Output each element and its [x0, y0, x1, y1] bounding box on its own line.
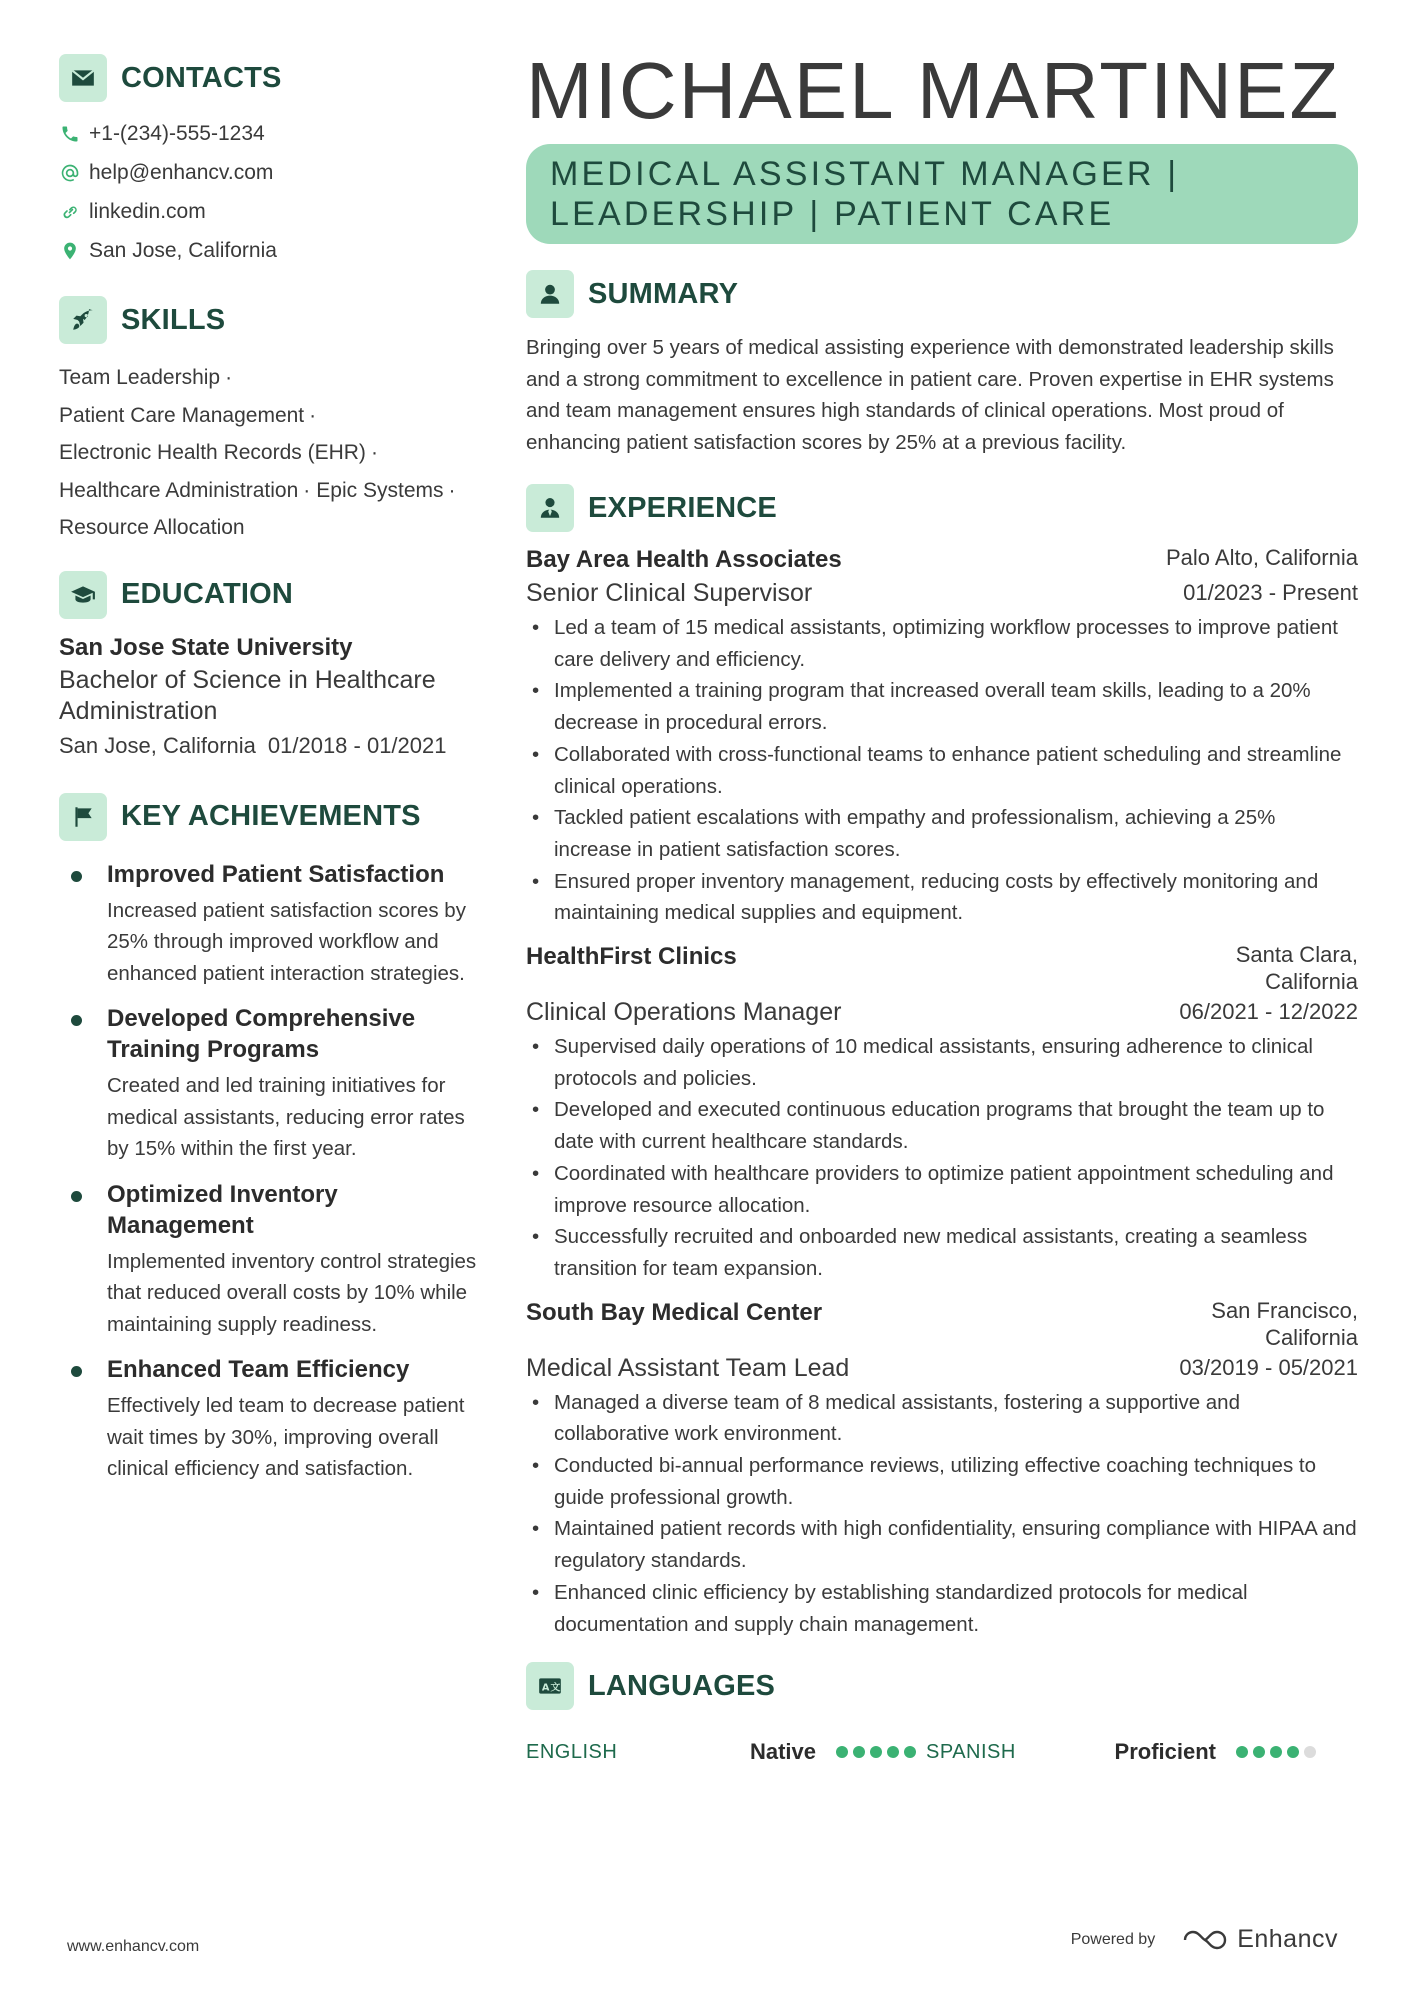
job-role-row [526, 576, 1358, 610]
achievement-item [59, 859, 479, 990]
contacts-title: CONTACTS [121, 61, 282, 94]
job-bullet: • Managed a diverse team of 8 medical assistants, fostering a supportive and collaborative work environment. [526, 1387, 1358, 1450]
skills-list [59, 359, 479, 547]
job-entry [526, 544, 1358, 929]
job-bullet: • Supervised daily operations of 10 medical assistants, ensuring adherence to clinical protocols and policies. [526, 1031, 1358, 1094]
business-person-icon [526, 484, 574, 532]
achievements-title: KEY ACHIEVEMENTS [121, 800, 421, 832]
skill-item: Patient Care Management [59, 403, 305, 427]
job-dates: 01/2023 - Present [1183, 580, 1358, 605]
rating-dot-filled [1253, 1746, 1265, 1758]
achievement-title: Developed Comprehensive Training Programs [107, 1005, 416, 1063]
contacts-header [59, 54, 479, 102]
job-bullet: • Successfully recruited and onboarded new medical assistants, creating a seamless transition for team expansion. [526, 1221, 1358, 1284]
skill-line [59, 359, 479, 397]
powered-by-text: Powered by [1070, 1930, 1156, 1948]
job-bullets [526, 1031, 1358, 1285]
education-dates: 01/2018 - 01/2021 [267, 732, 447, 758]
skill-line [59, 509, 479, 547]
job-title-line: MEDICAL ASSISTANT MANAGER | [550, 155, 1180, 193]
bullet-icon [71, 1366, 82, 1377]
rating-dot-filled [1236, 1746, 1248, 1758]
language-rating [1236, 1746, 1316, 1758]
skill-separator: · [370, 441, 378, 464]
envelope-icon [59, 54, 107, 102]
job-bullet: • Developed and executed continuous education programs that brought the team up to date with current healthcare standards. [526, 1094, 1358, 1157]
contact-linkedin [59, 192, 479, 231]
skill-separator: · [303, 478, 311, 502]
achievement-desc: Implemented inventory control strategies that reduced overall costs by 10% while maintaining supply readiness. [107, 1249, 477, 1336]
language-level: Proficient [1114, 1739, 1216, 1765]
left-column [59, 54, 479, 1499]
languages-header [526, 1662, 1358, 1710]
bullet-icon [71, 871, 82, 882]
language-rating [836, 1746, 916, 1758]
job-location-line: California [1265, 969, 1358, 995]
phone-text[interactable]: +1-(234)-555-1234 [89, 121, 265, 145]
job-bullet: • Tackled patient escalations with empathy and professionalism, achieving a 25% increase in patient satisfaction scores. [526, 802, 1358, 865]
right-column [526, 46, 1358, 1772]
phone-icon [59, 123, 81, 145]
brand-name: Enhancv [1237, 1925, 1338, 1953]
rating-dot-filled [887, 1746, 899, 1758]
job-location-line: Palo Alto, California [1166, 545, 1358, 570]
rating-dot-filled [904, 1746, 916, 1758]
skill-line [59, 472, 479, 510]
footer-branding [1071, 1925, 1338, 1954]
skill-line [59, 434, 479, 472]
achievement-item [59, 1003, 479, 1165]
language-name: SPANISH [926, 1740, 1016, 1763]
bullet-icon [71, 1191, 82, 1202]
translate-icon [526, 1662, 574, 1710]
contact-location [59, 231, 479, 270]
achievement-desc: Effectively led team to decrease patient wait times by 30%, improving overall clinical efficiency and satisfaction. [107, 1394, 465, 1480]
skill-item: Healthcare Administration [59, 478, 299, 502]
language-name: ENGLISH [526, 1740, 618, 1763]
at-icon [59, 162, 81, 184]
job-location [1236, 941, 1358, 995]
svg-text:A: A [541, 1682, 550, 1694]
rating-dot-filled [836, 1746, 848, 1758]
experience-title: EXPERIENCE [588, 491, 777, 524]
education-degree: Bachelor of Science in Healthcare Administration [59, 665, 436, 725]
skill-line [59, 397, 479, 435]
language-item [926, 1739, 1358, 1765]
candidate-name: MICHAEL MARTINEZ [526, 46, 1341, 135]
job-company-row [526, 941, 1358, 995]
flag-icon [59, 793, 107, 841]
rating-dot-filled [853, 1746, 865, 1758]
languages-list [526, 1732, 1358, 1772]
job-location-line: Santa Clara, [1235, 942, 1358, 968]
skill-separator: · [225, 366, 233, 389]
linkedin-text[interactable]: linkedin.com [89, 199, 206, 223]
skill-item: Team Leadership [59, 366, 221, 389]
education-meta [59, 729, 479, 763]
achievement-title: Improved Patient Satisfaction [107, 860, 445, 888]
skill-item: Epic Systems [316, 478, 444, 502]
rating-dot-filled [1270, 1746, 1282, 1758]
job-role: Medical Assistant Team Lead [526, 1353, 850, 1382]
achievement-title: Enhanced Team Efficiency [107, 1356, 410, 1383]
job-title-banner [526, 144, 1358, 244]
bullet-icon [71, 1015, 82, 1026]
summary-text: Bringing over 5 years of medical assisting experience with demonstrated leadership skills and a strong commitment to excellence in patient care. Proven expertise in EHR systems and team management ensures high standards of clinical operations. Most proud of enhancing patient satisfaction scores by 25% at a previous facility. [526, 336, 1334, 454]
job-role-row [526, 1351, 1358, 1385]
languages-title: LANGUAGES [588, 1669, 776, 1702]
graduation-cap-icon [59, 571, 107, 619]
job-company: HealthFirst Clinics [526, 943, 737, 971]
job-role: Senior Clinical Supervisor [526, 579, 813, 607]
location-text: San Jose, California [89, 238, 277, 262]
language-level: Native [749, 1739, 816, 1765]
user-icon [526, 270, 574, 318]
footer-website[interactable]: www.enhancv.com [67, 1938, 200, 1955]
job-dates: 03/2019 - 05/2021 [1179, 1354, 1358, 1380]
contact-phone [59, 114, 479, 153]
job-company: Bay Area Health Associates [526, 546, 842, 573]
rocket-icon [59, 296, 107, 344]
job-location-line: San Francisco, [1211, 1297, 1358, 1323]
job-role-row [526, 995, 1358, 1029]
job-company-row [526, 1297, 1358, 1351]
job-bullet: • Conducted bi-annual performance reviews, utilizing effective coaching techniques to guide professional growth. [526, 1450, 1358, 1513]
language-item [526, 1739, 926, 1765]
job-location [1211, 1297, 1358, 1351]
rating-dot-filled [1287, 1746, 1299, 1758]
achievements-list [59, 859, 479, 1485]
achievement-item [59, 1179, 479, 1341]
education-title: EDUCATION [121, 578, 294, 610]
job-bullet: • Led a team of 15 medical assistants, optimizing workflow processes to improve patient care delivery and efficiency. [526, 612, 1358, 675]
job-bullets [526, 1387, 1358, 1641]
job-company: South Bay Medical Center [526, 1298, 823, 1326]
contacts-list [59, 114, 479, 270]
email-text[interactable]: help@enhancv.com [89, 160, 274, 184]
achievement-desc: Created and led training initiatives for medical assistants, reducing error rates by 15% within the first year. [107, 1074, 465, 1160]
link-icon [59, 201, 81, 223]
contact-email [59, 153, 479, 192]
job-company-row [526, 544, 1358, 576]
enhancv-logo[interactable] [1181, 1925, 1338, 1954]
skill-item: Electronic Health Records (EHR) [59, 441, 366, 464]
skills-title: SKILLS [121, 303, 226, 336]
rating-dot-filled [870, 1746, 882, 1758]
job-title-line: LEADERSHIP | PATIENT CARE [550, 195, 1115, 233]
job-bullet: • Collaborated with cross-functional teams to enhance patient scheduling and streamline clinical operations. [526, 739, 1358, 802]
achievement-title: Optimized Inventory Management [107, 1180, 338, 1239]
job-location-line: California [1265, 1324, 1358, 1350]
education-header [59, 571, 479, 619]
job-entry [526, 1297, 1358, 1641]
skill-separator: · [309, 403, 317, 427]
experience-header [526, 484, 1358, 532]
rating-dot-empty [1304, 1746, 1316, 1758]
achievement-desc: Increased patient satisfaction scores by 25% through improved workflow and enhanced patient interaction strategies. [107, 898, 466, 985]
achievement-item [59, 1354, 479, 1485]
education-entry [59, 631, 479, 763]
job-bullets [526, 612, 1358, 929]
map-pin-icon [59, 240, 81, 262]
job-location [1166, 544, 1358, 571]
svg-text:文: 文 [550, 1682, 561, 1694]
job-entry [526, 941, 1358, 1285]
education-location: San Jose, California [59, 732, 256, 758]
skill-separator: · [448, 478, 456, 502]
job-role: Clinical Operations Manager [526, 998, 842, 1027]
summary-title: SUMMARY [588, 277, 739, 310]
job-bullet: • Enhanced clinic efficiency by establishing standardized protocols for medical documentation and supply chain management. [526, 1577, 1358, 1640]
summary-header [526, 270, 1358, 318]
enhancv-logo-icon [1181, 1927, 1229, 1953]
job-bullet: • Implemented a training program that increased overall team skills, leading to a 20% decrease in procedural errors. [526, 675, 1358, 738]
job-bullet: • Ensured proper inventory management, reducing costs by effectively monitoring and maintaining medical supplies and equipment. [526, 866, 1358, 929]
education-school: San Jose State University [59, 633, 353, 661]
skills-header [59, 296, 479, 344]
achievements-header [59, 793, 479, 841]
job-dates: 06/2021 - 12/2022 [1179, 999, 1358, 1025]
job-bullet: • Coordinated with healthcare providers to optimize patient appointment scheduling and improve resource allocation. [526, 1158, 1358, 1221]
job-bullet: • Maintained patient records with high confidentiality, ensuring compliance with HIPAA and regulatory standards. [526, 1513, 1358, 1576]
skill-item: Resource Allocation [59, 516, 245, 539]
